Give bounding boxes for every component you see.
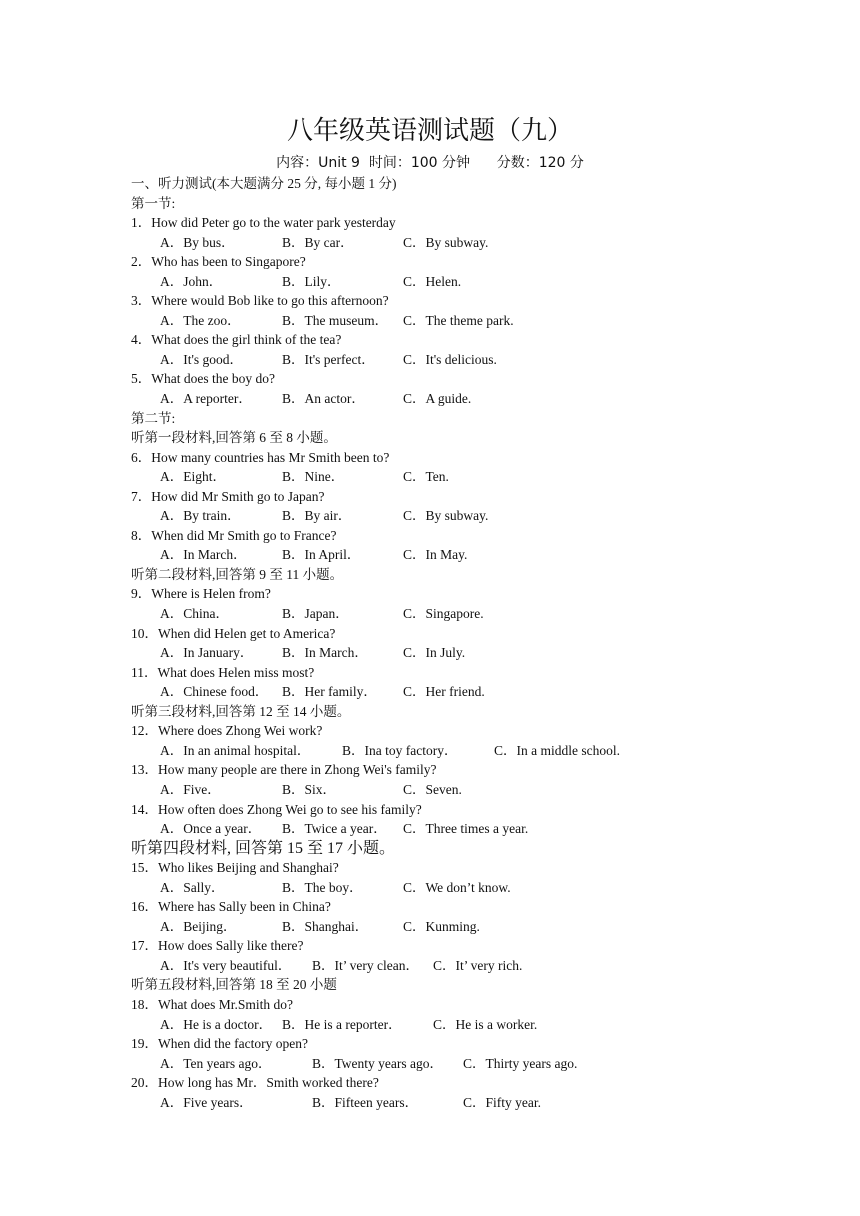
options-row xyxy=(131,545,831,565)
option-b: B．In April． xyxy=(282,547,361,563)
option-b: B．Her family． xyxy=(282,684,377,700)
section-heading: 听第五段材料,回答第 18 至 20 小题 xyxy=(131,977,337,993)
option-a: A．Eight． xyxy=(160,469,226,485)
option-c: C．We don’t know. xyxy=(403,879,511,895)
option-b: B．Twenty years ago． xyxy=(312,1055,444,1071)
question-line: 6．How many countries has Mr Smith been to? xyxy=(131,449,390,465)
options-row xyxy=(131,956,831,976)
question-line: 11．What does Helen miss most? xyxy=(131,664,315,680)
option-c: C．The theme park. xyxy=(403,312,514,328)
options-row xyxy=(131,272,831,292)
option-a: A．China． xyxy=(160,606,229,622)
exam-content xyxy=(131,174,831,1112)
page-title: 八年级英语测试题（九） xyxy=(286,116,573,146)
option-b: B．Ina toy factory． xyxy=(342,742,458,758)
option-b: B．Shanghai． xyxy=(282,918,369,934)
option-c: C．In May. xyxy=(403,547,468,563)
options-row xyxy=(131,1015,831,1035)
option-b: B．Lily． xyxy=(282,273,341,289)
option-a: A．Once a year． xyxy=(160,821,262,837)
option-b: B．The museum． xyxy=(282,312,389,328)
option-a: A．The zoo． xyxy=(160,312,241,328)
option-c: C．Kunming. xyxy=(403,918,480,934)
option-a: A．Beijing． xyxy=(160,918,237,934)
option-a: A．Ten years ago． xyxy=(160,1055,272,1071)
option-a: A．Chinese food． xyxy=(160,684,269,700)
section-heading: 听第四段材料, 回答第 15 至 17 小题。 xyxy=(131,839,396,857)
options-row xyxy=(131,878,831,898)
option-c: C．It's delicious. xyxy=(403,351,497,367)
option-a: A．In January． xyxy=(160,645,254,661)
section-heading: 听第三段材料,回答第 12 至 14 小题。 xyxy=(131,703,351,719)
option-b: B．He is a reporter． xyxy=(282,1016,402,1032)
option-b: B．The boy． xyxy=(282,879,363,895)
question-line: 15．Who likes Beijing and Shanghai? xyxy=(131,860,339,876)
options-row xyxy=(131,604,831,624)
options-row xyxy=(131,233,831,253)
option-c: C．Her friend. xyxy=(403,684,485,700)
option-a: A．It's very beautiful． xyxy=(160,957,292,973)
option-a: A．Five years． xyxy=(160,1094,253,1110)
section-heading: 听第二段材料,回答第 9 至 11 小题。 xyxy=(131,566,344,582)
option-c: C．A guide. xyxy=(403,391,472,407)
option-a: A．By bus． xyxy=(160,234,235,250)
option-b: B．Twice a year． xyxy=(282,821,387,837)
option-c: C．Fifty year. xyxy=(463,1094,541,1110)
option-c: C．Singapore. xyxy=(403,606,484,622)
section-heading: 第二节: xyxy=(131,410,176,426)
option-c: C．In July. xyxy=(403,645,466,661)
section-heading: 第一节: xyxy=(131,195,176,211)
option-c: C．By subway. xyxy=(403,234,489,250)
section-heading: 一、听力测试(本大题满分 25 分, 每小题 1 分) xyxy=(131,176,397,191)
option-c: C．Helen. xyxy=(403,273,462,289)
option-a: A．Sally． xyxy=(160,879,225,895)
question-line: 20．How long has Mr．Smith worked there? xyxy=(131,1075,379,1091)
option-c: C．Seven. xyxy=(403,781,462,797)
question-line: 7．How did Mr Smith go to Japan? xyxy=(131,488,325,504)
option-b: B．Six． xyxy=(282,781,337,797)
options-row xyxy=(131,819,831,839)
question-line: 14．How often does Zhong Wei go to see his family? xyxy=(131,801,422,817)
question-line: 1．How did Peter go to the water park yesterday xyxy=(131,215,396,231)
options-row xyxy=(131,506,831,526)
option-b: B．Nine． xyxy=(282,469,345,485)
option-a: A．He is a doctor． xyxy=(160,1016,273,1032)
options-row xyxy=(131,350,831,370)
options-row xyxy=(131,780,831,800)
question-line: 19．When did the factory open? xyxy=(131,1036,308,1052)
option-b: B．Japan． xyxy=(282,606,349,622)
section-heading: 听第一段材料,回答第 6 至 8 小题。 xyxy=(131,430,337,446)
question-line: 8．When did Mr Smith go to France? xyxy=(131,527,337,543)
question-line: 9．Where is Helen from? xyxy=(131,586,271,602)
question-line: 16．Where has Sally been in China? xyxy=(131,899,331,915)
options-row xyxy=(131,741,831,761)
options-row xyxy=(131,917,831,937)
options-row xyxy=(131,1093,831,1113)
question-line: 12．Where does Zhong Wei work? xyxy=(131,723,323,739)
option-a: A．It's good． xyxy=(160,351,244,367)
options-row xyxy=(131,682,831,702)
option-c: C．It’ very rich. xyxy=(433,957,523,973)
options-row xyxy=(131,1054,831,1074)
option-b: B．In March． xyxy=(282,645,368,661)
options-row xyxy=(131,311,831,331)
option-c: C．By subway. xyxy=(403,508,489,524)
question-line: 10．When did Helen get to America? xyxy=(131,625,336,641)
option-b: B．By air． xyxy=(282,508,352,524)
question-line: 17．How does Sally like there? xyxy=(131,938,304,954)
question-line: 18．What does Mr.Smith do? xyxy=(131,996,293,1012)
question-line: 13．How many people are there in Zhong Wei's family? xyxy=(131,762,437,778)
option-a: A．In March． xyxy=(160,547,247,563)
option-a: A．John． xyxy=(160,273,223,289)
option-a: A．In an animal hospital． xyxy=(160,742,311,758)
option-a: A．Five． xyxy=(160,781,221,797)
options-row xyxy=(131,643,831,663)
options-row xyxy=(131,467,831,487)
option-a: A．A reporter． xyxy=(160,391,252,407)
option-b: B．Fifteen years． xyxy=(312,1094,419,1110)
question-line: 5．What does the boy do? xyxy=(131,371,275,387)
option-b: B．An actor． xyxy=(282,391,365,407)
question-line: 3．Where would Bob like to go this afternoon? xyxy=(131,293,389,309)
options-row xyxy=(131,389,831,409)
exam-info: 内容：Unit 9 时间：100 分钟 分数：120 分 xyxy=(276,155,584,171)
option-c: C．Ten. xyxy=(403,469,449,485)
option-c: C．He is a worker. xyxy=(433,1016,538,1032)
option-a: A．By train． xyxy=(160,508,241,524)
option-b: B．It's perfect． xyxy=(282,351,375,367)
option-c: C．Three times a year. xyxy=(403,821,529,837)
option-c: C．In a middle school. xyxy=(494,742,620,758)
option-b: B．It’ very clean． xyxy=(312,957,419,973)
question-line: 2．Who has been to Singapore? xyxy=(131,254,306,270)
option-c: C．Thirty years ago. xyxy=(463,1055,578,1071)
option-b: B．By car． xyxy=(282,234,354,250)
question-line: 4．What does the girl think of the tea? xyxy=(131,332,342,348)
